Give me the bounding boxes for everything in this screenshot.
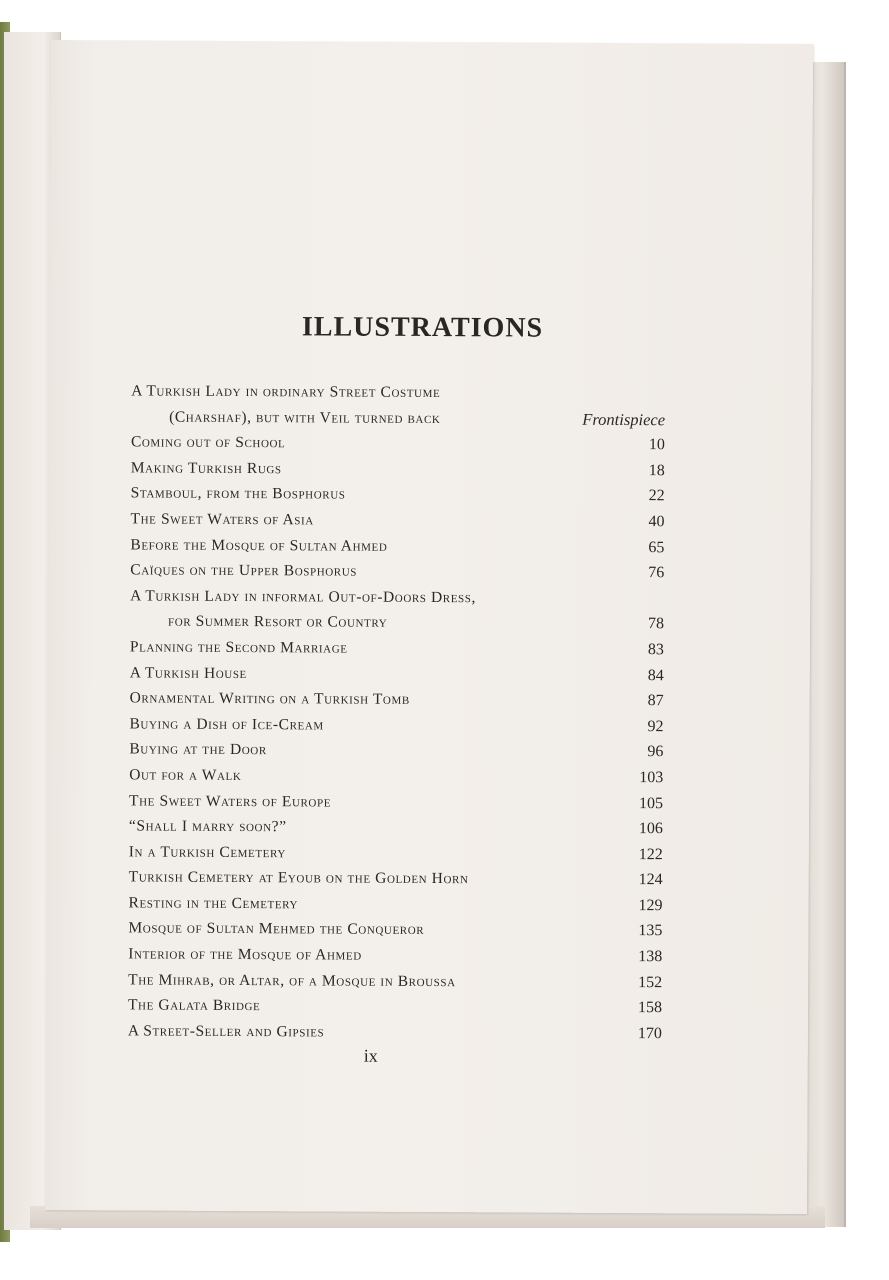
list-item xyxy=(130,558,664,586)
illustration-page-number: 106 xyxy=(638,820,663,838)
illustration-title: “Shall I marry soon?” xyxy=(128,817,287,836)
illustration-page-number: 84 xyxy=(647,666,664,684)
list-item xyxy=(130,609,664,637)
illustration-page-number: 135 xyxy=(638,922,663,940)
list-item xyxy=(131,404,665,432)
illustration-page-number: 87 xyxy=(647,692,664,710)
illustration-title: A Turkish Lady in ordinary Street Costume xyxy=(131,382,441,402)
illustration-page-number: 92 xyxy=(647,717,664,735)
illustration-title: A Street-Seller and Gipsies xyxy=(127,1022,325,1041)
illustration-title: Stamboul, from the Bosphorus xyxy=(130,484,346,503)
illustration-title: Making Turkish Rugs xyxy=(130,459,282,478)
illustration-page-number: 105 xyxy=(639,794,664,812)
list-item xyxy=(130,506,664,534)
list-item xyxy=(131,430,665,458)
illustration-title: A Turkish Lady in informal Out-of-Doors Dress, xyxy=(130,587,477,606)
illustration-page-number: 22 xyxy=(648,487,665,505)
illustration-page-number: 158 xyxy=(637,999,663,1017)
list-item xyxy=(129,788,663,816)
illustration-title: The Mihrab, or Altar, of a Mosque in Broussa xyxy=(128,971,456,990)
list-item xyxy=(128,993,662,1021)
illustration-page-number: 96 xyxy=(647,743,664,761)
list-item xyxy=(129,865,663,893)
illustration-page-number: 122 xyxy=(638,845,663,863)
illustration-title: Turkish Cemetery at Eyoub on the Golden Horn xyxy=(128,868,469,888)
list-item xyxy=(130,660,664,688)
illustration-page-number: 170 xyxy=(637,1024,662,1043)
list-item xyxy=(130,583,664,611)
list-item xyxy=(128,1018,662,1046)
illustration-page-number: 83 xyxy=(647,641,664,659)
illustration-title: (Charshaf), but with Veil turned back xyxy=(169,408,441,427)
illustrations-list xyxy=(128,378,665,1046)
illustration-title: Planning the Second Marriage xyxy=(129,638,348,657)
list-item xyxy=(130,686,664,714)
illustration-page-number: 76 xyxy=(648,564,665,582)
list-item xyxy=(129,737,663,765)
illustration-title: The Sweet Waters of Europe xyxy=(129,791,332,810)
illustration-page-number: 18 xyxy=(648,461,665,480)
list-item xyxy=(128,967,662,995)
list-item xyxy=(128,890,662,918)
illustration-title: In a Turkish Cemetery xyxy=(128,843,286,861)
list-item xyxy=(131,455,665,483)
illustration-title: Ornamental Writing on a Turkish Tomb xyxy=(129,689,410,709)
list-item xyxy=(129,711,663,739)
illustration-page-number: 65 xyxy=(648,538,665,556)
illustration-title: Out for a Walk xyxy=(129,766,242,784)
list-item xyxy=(129,839,663,867)
illustration-page-number: 138 xyxy=(638,948,663,966)
list-item xyxy=(128,941,662,969)
illustration-page-number: 124 xyxy=(638,871,663,889)
illustration-title: Coming out of School xyxy=(130,433,286,452)
illustration-title: A Turkish House xyxy=(129,663,247,682)
page-title: ILLUSTRATIONS xyxy=(301,311,544,344)
list-item xyxy=(129,814,663,842)
illustration-title: Caïques on the Upper Bosphorus xyxy=(130,561,358,580)
list-item xyxy=(131,378,665,406)
illustration-page-number: Frontispiece xyxy=(582,409,666,429)
list-item xyxy=(131,481,665,509)
illustration-title: for Summer Resort or Country xyxy=(167,612,388,632)
illustration-page-number: 103 xyxy=(639,769,664,787)
list-item xyxy=(129,762,663,790)
illustration-page-number: 40 xyxy=(648,513,665,531)
illustration-title: Before the Mosque of Sultan Ahmed xyxy=(130,535,388,555)
illustration-title: The Sweet Waters of Asia xyxy=(130,510,314,529)
illustration-page-number: 10 xyxy=(648,436,666,454)
illustration-title: Interior of the Mosque of Ahmed xyxy=(128,945,362,964)
list-item xyxy=(130,634,664,662)
list-item xyxy=(128,916,662,944)
illustration-title: Buying at the Door xyxy=(129,740,267,759)
list-item xyxy=(130,532,664,560)
illustration-title: The Galata Bridge xyxy=(127,996,261,1015)
illustration-title: Mosque of Sultan Mehmed the Conqueror xyxy=(128,919,425,939)
illustration-title: Resting in the Cemetery xyxy=(128,894,299,913)
page-number: ix xyxy=(363,1045,378,1066)
illustration-page-number: 78 xyxy=(647,615,665,633)
illustration-page-number: 152 xyxy=(638,973,663,991)
illustration-title: Buying a Dish of Ice-Cream xyxy=(129,715,324,734)
illustration-page-number: 129 xyxy=(638,896,663,915)
book-page xyxy=(45,40,813,1214)
